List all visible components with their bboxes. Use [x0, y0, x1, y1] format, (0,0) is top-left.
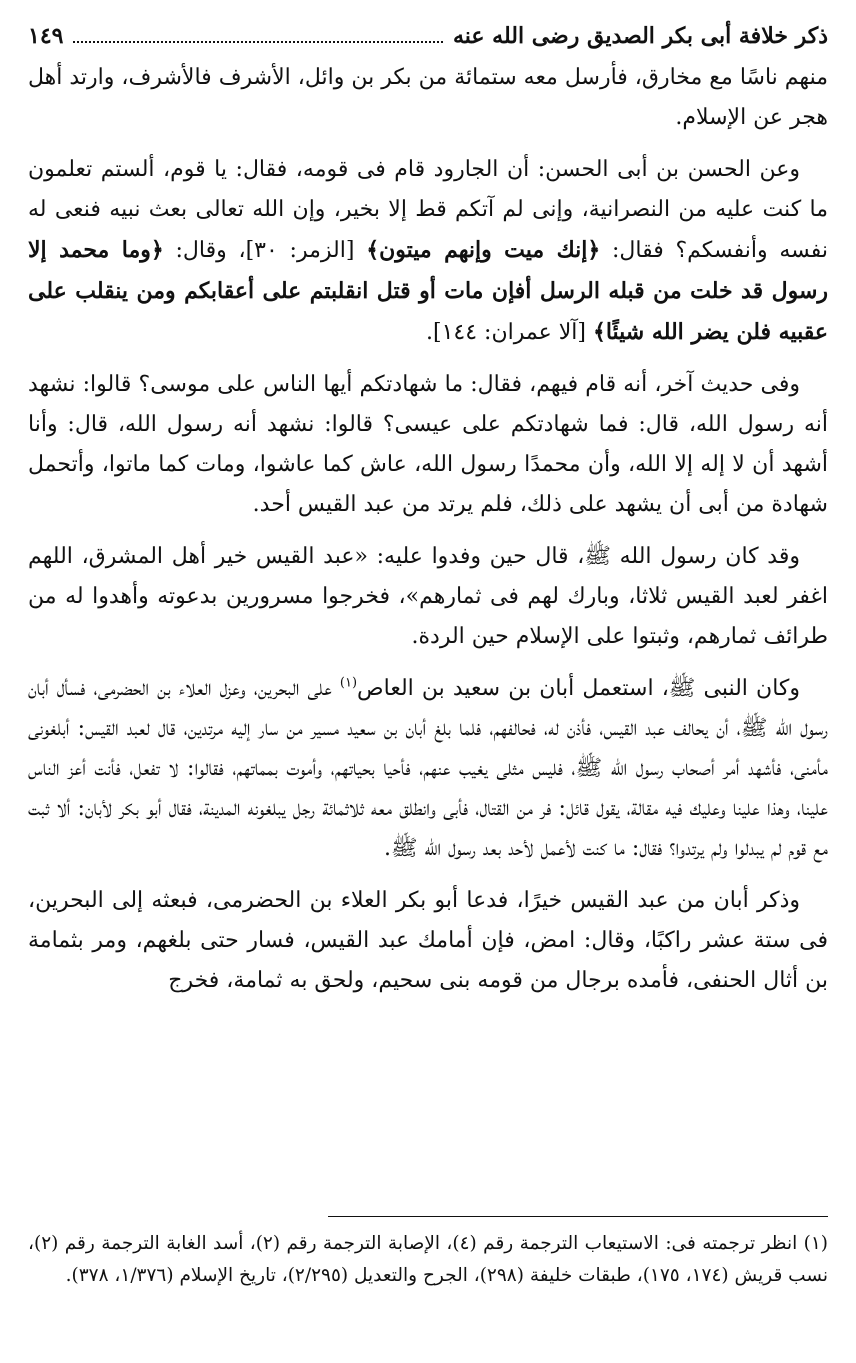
paragraph-2-text: وعن الحسن بن أبى الحسن: أن الجارود قام فى قومه، فقال: يا قوم، ألستم تعلمون ما كنت عليه من النصرانية، وإنى لم آتكم قط إلا بخير، وإن الله تعالى بعث نبيه فنعى له نفسه وأنفسكم؟ فقال: — [28, 157, 828, 263]
dotted-leader — [73, 41, 442, 43]
footnote — [28, 1228, 828, 1292]
paragraph-2 — [28, 150, 828, 353]
quran-ref-2: [آلا عمران: ١٤٤]. — [426, 320, 593, 345]
quran-quote-1: ﴿إنك ميت وإنهم ميتون﴾ — [366, 237, 601, 263]
footnote-reference[interactable]: (١) — [339, 675, 358, 691]
book-page — [28, 18, 828, 1348]
quran-ref-1: [الزمر: ٣٠]، وقال: — [163, 238, 367, 263]
paragraph-4-text: وقد كان رسول الله ﷺ، قال حين وفدوا عليه: «عبد القيس خير أهل المشرق، اللهم اغفر لعبد القيس ثلاثا، وبارك لهم فى ثمارهم»، فخرجوا مسرورين بدعوته وأهدوا له من طرائف ثمارهم، وثبتوا على الإسلام حين الردة. — [28, 544, 828, 649]
paragraph-4 — [28, 537, 828, 657]
paragraph-5-text: وكان النبى ﷺ، استعمل أبان بن سعيد بن العاص — [357, 676, 800, 701]
footnote-text: (١) انظر ترجمته فى: الاستيعاب الترجمة رقم (٤)، الإصابة الترجمة رقم (٢)، أسد الغابة الترجمة رقم (٢)، نسب قريش (١٧٤، ١٧٥)، طبقات خليفة (٢٩٨)، الجرح والتعديل (٢/٢٩٥)، تاريخ الإسلام (١/٣٧٦، ٣٧٨). — [28, 1233, 828, 1286]
chapter-title: ذكر خلافة أبى بكر الصديق رضى الله عنه — [452, 23, 828, 49]
paragraph-5-text-cont: على البحرين، وعزل العلاء بن الحضرمى، فسأل أبان رسول الله ﷺ، أن يحالف عبد القيس، فأذن له، فحالفهم، فلما بلغ أبان بن سعيد مسير من سار إليه مرتدين، قال لعبد القيس: أبلغونى مأمنى، فأشهد أمر أصحاب رسول الله ﷺ، فليس مثلى يغيب عنهم، فأحيا بحياتهم، وأموت بمماتهم، فقالوا: لا تفعل، فأنت أعز الناس علينا، وهذا علينا وعليك فيه مقالة، يقول قائل: فر من القتال، فأبى وانطلق معه ثلاثمائة رجل يبلغونه المدينة، فقال أبو بكر لأبان: ألا ثبت مع قوم لم يبدلوا ولم يرتدوا؟ فقال: ما كنت لأعمل لأحد بعد رسول الله ﷺ. — [28, 676, 828, 861]
paragraph-5 — [28, 669, 828, 869]
paragraph-1-text: منهم ناسًا مع مخارق، فأرسل معه ستمائة من بكر بن وائل، الأشرف فالأشرف، وارتد أهل هجر عن الإسلام. — [28, 65, 828, 130]
paragraph-3 — [28, 365, 828, 525]
paragraph-6-text: وذكر أبان من عبد القيس خيرًا، فدعا أبو بكر العلاء بن الحضرمى، فبعثه إلى البحرين، فى ستة عشر راكبًا، وقال: امض، فإن أمامك عبد القيس، فسار حتى بلغهم، ومر بثمامة بن أثال الحنفى، فأمده برجال من قومه بنى سحيم، ولحق به ثمامة، فخرج — [28, 888, 828, 993]
footnote-divider — [328, 1216, 828, 1217]
running-header — [28, 18, 828, 58]
paragraph-6 — [28, 881, 828, 1001]
page-number: ١٤٩ — [28, 23, 64, 49]
quran-quote-2: ﴿وما محمد إلا رسول قد خلت من قبله الرسل أفإن مات أو قتل انقلبتم على أعقابكم ومن ينقلب على عقبيه فلن يضر الله شيئًا﴾ — [28, 237, 829, 345]
paragraph-3-text: وفى حديث آخر، أنه قام فيهم، فقال: ما شهادتكم أيها الناس على موسى؟ قالوا: نشهد أنه رسول الله، قال: فما شهادتكم على عيسى؟ قالوا: نشهد أنه رسول الله، قال: وأنا أشهد أن لا إله إلا الله، وأن محمدًا رسول الله، عاش كما عاشوا، ومات كما ماتوا، وأتحمل شهادة من أبى أن يشهد على ذلك، فلم يرتد من عبد القيس أحد. — [28, 372, 828, 517]
paragraph-1 — [28, 58, 828, 138]
